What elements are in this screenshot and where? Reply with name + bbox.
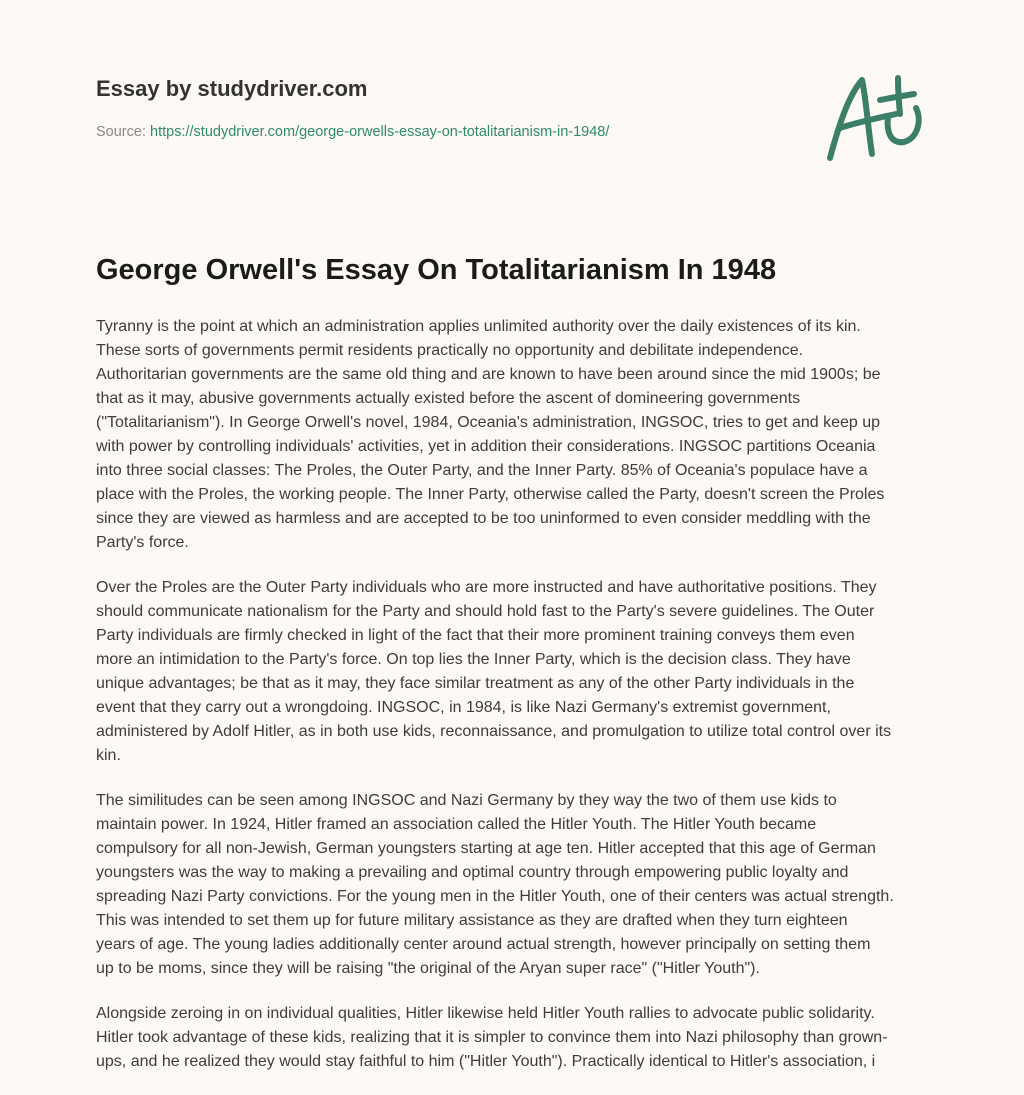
paragraph-line: years of age. The young ladies additionally center around actual strength, however principally on setting them: [96, 936, 871, 953]
source-link[interactable]: https://studydriver.com/george-orwells-essay-on-totalitarianism-in-1948/: [150, 124, 610, 140]
paragraph-line: Party's force.: [96, 534, 189, 551]
paragraph-line: since they are viewed as harmless and are accepted to be too uninformed to even consider meddling with the: [96, 510, 871, 527]
paragraph-line: These sorts of governments permit residents practically no opportunity and debilitate independence.: [96, 342, 804, 359]
paragraph-line: spreading Nazi Party convictions. For the young men in the Hitler Youth, one of their centers was actual strength.: [96, 888, 894, 905]
paragraph-line: place with the Proles, the working people. The Inner Party, otherwise called the Party, doesn't screen the Proles: [96, 486, 885, 503]
a-plus-logo-icon: [822, 68, 932, 164]
essay-paragraph: [96, 1002, 936, 1074]
paragraph-line: kin.: [96, 747, 121, 764]
page-title: George Orwell's Essay On Totalitarianism In 1948: [96, 254, 777, 286]
paragraph-line: maintain power. In 1924, Hitler framed an association called the Hitler Youth. The Hitler Youth became: [96, 816, 817, 833]
paragraph-line: ups, and he realized they would stay faithful to him ("Hitler Youth"). Practically identical to Hitler's association, i: [96, 1053, 876, 1070]
essay-body: [96, 315, 936, 1095]
paragraph-line: administered by Adolf Hitler, as in both use kids, reconnaissance, and promulgation to utilize total control over its: [96, 723, 892, 740]
paragraph-line: should communicate nationalism for the Party and should hold fast to the Party's severe guidelines. The Outer: [96, 603, 875, 620]
paragraph-line: more an intimidation to the Party's force. On top lies the Inner Party, which is the decision class. They have: [96, 651, 851, 668]
source-label: Source:: [96, 124, 146, 140]
site-label: Essay by studydriver.com: [96, 76, 368, 101]
paragraph-line: Tyranny is the point at which an administration applies unlimited authority over the daily existences of its kin.: [96, 318, 861, 335]
paragraph-line: Over the Proles are the Outer Party individuals who are more instructed and have authoritative positions. They: [96, 579, 877, 596]
paragraph-line: event that they carry out a wrongdoing. INGSOC, in 1984, is like Nazi Germany's extremist government,: [96, 699, 831, 716]
paragraph-line: compulsory for all non-Jewish, German youngsters starting at age ten. Hitler accepted that this age of German: [96, 840, 876, 857]
paragraph-line: Party individuals are firmly checked in light of the fact that their more prominent training conveys them even: [96, 627, 855, 644]
paragraph-line: that as it may, abusive governments actually existed before the ascent of domineering governments: [96, 390, 801, 407]
source-line: [96, 124, 609, 140]
paragraph-line: The similitudes can be seen among INGSOC and Nazi Germany by they way the two of them use kids to: [96, 792, 837, 809]
essay-paragraph: [96, 315, 936, 555]
paragraph-line: Alongside zeroing in on individual qualities, Hitler likewise held Hitler Youth rallies to advocate public solidarity.: [96, 1005, 875, 1022]
paragraph-line: This was intended to set them up for future military assistance as they are drafted when they turn eighteen: [96, 912, 848, 929]
paragraph-line: up to be moms, since they will be raising "the original of the Aryan super race" ("Hitler Youth").: [96, 960, 760, 977]
paragraph-line: into three social classes: The Proles, the Outer Party, and the Inner Party. 85% of Oceania's populace have a: [96, 462, 868, 479]
paragraph-line: unique advantages; be that as it may, they face similar treatment as any of the other Party individuals in the: [96, 675, 855, 692]
paragraph-line: youngsters was the way to making a prevailing and optimal country through empowering public loyalty and: [96, 864, 849, 881]
paragraph-line: with power by controlling individuals' activities, yet in addition their considerations. INGSOC partitions Oceania: [96, 438, 876, 455]
essay-paragraph: [96, 789, 936, 981]
paragraph-line: Hitler took advantage of these kids, realizing that it is simpler to convince them into Nazi philosophy than grown-: [96, 1029, 888, 1046]
essay-paragraph: [96, 576, 936, 768]
paragraph-line: ("Totalitarianism"). In George Orwell's novel, 1984, Oceania's administration, INGSOC, tries to get and keep up: [96, 414, 881, 431]
paragraph-line: Authoritarian governments are the same old thing and are known to have been around since the mid 1900s; be: [96, 366, 881, 383]
